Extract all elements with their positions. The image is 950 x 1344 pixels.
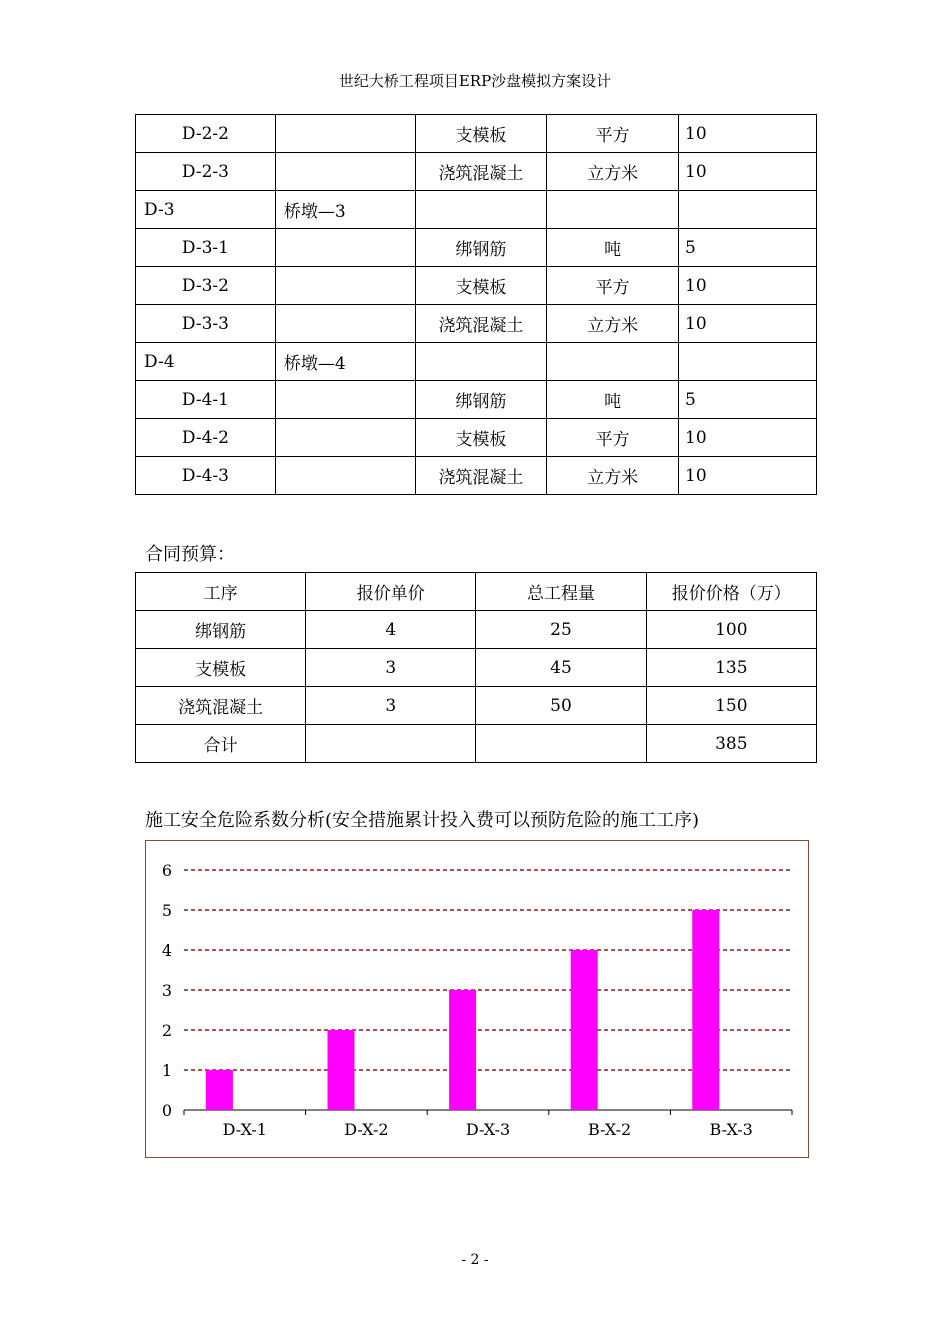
schedule-unit: 立方米 xyxy=(547,457,679,495)
budget-row xyxy=(136,649,817,687)
y-tick-label: 1 xyxy=(161,1061,172,1080)
budget-cell: 支模板 xyxy=(136,649,306,687)
budget-table xyxy=(135,572,817,763)
schedule-row xyxy=(136,267,817,305)
schedule-code: D-3-1 xyxy=(136,229,276,267)
schedule-task: 浇筑混凝土 xyxy=(415,305,547,343)
schedule-qty: 10 xyxy=(679,267,817,305)
budget-header-cell: 报价单价 xyxy=(306,573,476,611)
schedule-body xyxy=(136,115,817,495)
budget-cell xyxy=(306,725,476,763)
schedule-code: D-4-1 xyxy=(136,381,276,419)
schedule-name xyxy=(275,305,415,343)
y-tick-label: 4 xyxy=(161,941,172,960)
schedule-qty xyxy=(679,343,817,381)
schedule-task xyxy=(415,191,547,229)
y-tick-label: 6 xyxy=(161,861,172,880)
schedule-code: D-4-2 xyxy=(136,419,276,457)
budget-cell: 150 xyxy=(646,687,816,725)
schedule-unit: 平方 xyxy=(547,419,679,457)
budget-row xyxy=(136,687,817,725)
budget-cell: 385 xyxy=(646,725,816,763)
budget-cell xyxy=(476,725,646,763)
budget-label: 合同预算： xyxy=(145,544,235,565)
y-tick-label: 5 xyxy=(161,901,172,920)
budget-row xyxy=(136,611,817,649)
budget-cell: 100 xyxy=(646,611,816,649)
schedule-unit xyxy=(547,191,679,229)
schedule-task: 浇筑混凝土 xyxy=(415,457,547,495)
schedule-row xyxy=(136,305,817,343)
schedule-code: D-3-3 xyxy=(136,305,276,343)
risk-chart xyxy=(145,840,809,1158)
schedule-unit: 吨 xyxy=(547,229,679,267)
chart-bar xyxy=(692,910,719,1110)
budget-header-cell: 报价价格（万） xyxy=(646,573,816,611)
schedule-code: D-3-2 xyxy=(136,267,276,305)
schedule-unit: 立方米 xyxy=(547,305,679,343)
budget-header-row xyxy=(136,573,817,611)
schedule-qty xyxy=(679,191,817,229)
x-tick-label: D-X-1 xyxy=(222,1120,267,1139)
schedule-code: D-2-2 xyxy=(136,115,276,153)
schedule-name xyxy=(275,229,415,267)
schedule-unit: 平方 xyxy=(547,115,679,153)
budget-cell: 45 xyxy=(476,649,646,687)
x-tick-label: B-X-3 xyxy=(709,1120,753,1139)
schedule-name xyxy=(275,381,415,419)
schedule-code: D-4-3 xyxy=(136,457,276,495)
y-tick-label: 0 xyxy=(161,1101,172,1120)
schedule-task: 支模板 xyxy=(415,267,547,305)
schedule-name xyxy=(275,457,415,495)
budget-body xyxy=(136,573,817,763)
schedule-row xyxy=(136,191,817,229)
schedule-qty: 10 xyxy=(679,457,817,495)
schedule-code: D-4 xyxy=(136,343,276,381)
schedule-code: D-3 xyxy=(136,191,276,229)
schedule-unit: 立方米 xyxy=(547,153,679,191)
schedule-task xyxy=(415,343,547,381)
schedule-qty: 10 xyxy=(679,153,817,191)
budget-cell: 50 xyxy=(476,687,646,725)
chart-bar xyxy=(327,1030,354,1110)
schedule-name xyxy=(275,115,415,153)
schedule-unit xyxy=(547,343,679,381)
schedule-qty: 10 xyxy=(679,419,817,457)
x-tick-label: D-X-3 xyxy=(465,1120,511,1139)
schedule-name: 桥墩—4 xyxy=(275,343,415,381)
schedule-row xyxy=(136,381,817,419)
schedule-qty: 10 xyxy=(679,305,817,343)
budget-header-cell: 总工程量 xyxy=(476,573,646,611)
risk-chart-svg xyxy=(146,841,810,1159)
schedule-task: 绑钢筋 xyxy=(415,381,547,419)
budget-cell: 3 xyxy=(306,649,476,687)
schedule-name: 桥墩—3 xyxy=(275,191,415,229)
page-number: - 2 - xyxy=(461,1252,489,1268)
schedule-task: 支模板 xyxy=(415,419,547,457)
schedule-table xyxy=(135,114,817,495)
schedule-unit: 平方 xyxy=(547,267,679,305)
schedule-unit: 吨 xyxy=(547,381,679,419)
schedule-qty: 10 xyxy=(679,115,817,153)
schedule-row xyxy=(136,457,817,495)
schedule-row xyxy=(136,343,817,381)
schedule-task: 浇筑混凝土 xyxy=(415,153,547,191)
schedule-row xyxy=(136,419,817,457)
schedule-row xyxy=(136,153,817,191)
budget-cell: 4 xyxy=(306,611,476,649)
budget-header-cell: 工序 xyxy=(136,573,306,611)
page-header: 世纪大桥工程项目ERP沙盘模拟方案设计 xyxy=(338,72,612,90)
x-tick-label: D-X-2 xyxy=(344,1120,389,1139)
schedule-row xyxy=(136,229,817,267)
budget-cell: 合计 xyxy=(136,725,306,763)
schedule-qty: 5 xyxy=(679,229,817,267)
schedule-name xyxy=(275,267,415,305)
y-tick-label: 2 xyxy=(161,1021,172,1040)
budget-cell: 绑钢筋 xyxy=(136,611,306,649)
y-tick-label: 3 xyxy=(161,981,172,1000)
schedule-name xyxy=(275,419,415,457)
budget-cell: 浇筑混凝土 xyxy=(136,687,306,725)
schedule-task: 支模板 xyxy=(415,115,547,153)
schedule-task: 绑钢筋 xyxy=(415,229,547,267)
x-tick-label: B-X-2 xyxy=(587,1120,632,1139)
budget-cell: 25 xyxy=(476,611,646,649)
schedule-qty: 5 xyxy=(679,381,817,419)
budget-cell: 3 xyxy=(306,687,476,725)
schedule-row xyxy=(136,115,817,153)
chart-bar xyxy=(449,990,476,1110)
schedule-code: D-2-3 xyxy=(136,153,276,191)
chart-title: 施工安全危险系数分析(安全措施累计投入费可以预防危险的施工工序) xyxy=(145,810,700,831)
budget-cell: 135 xyxy=(646,649,816,687)
schedule-name xyxy=(275,153,415,191)
budget-row xyxy=(136,725,817,763)
chart-bar xyxy=(206,1070,233,1110)
chart-bar xyxy=(571,950,598,1110)
